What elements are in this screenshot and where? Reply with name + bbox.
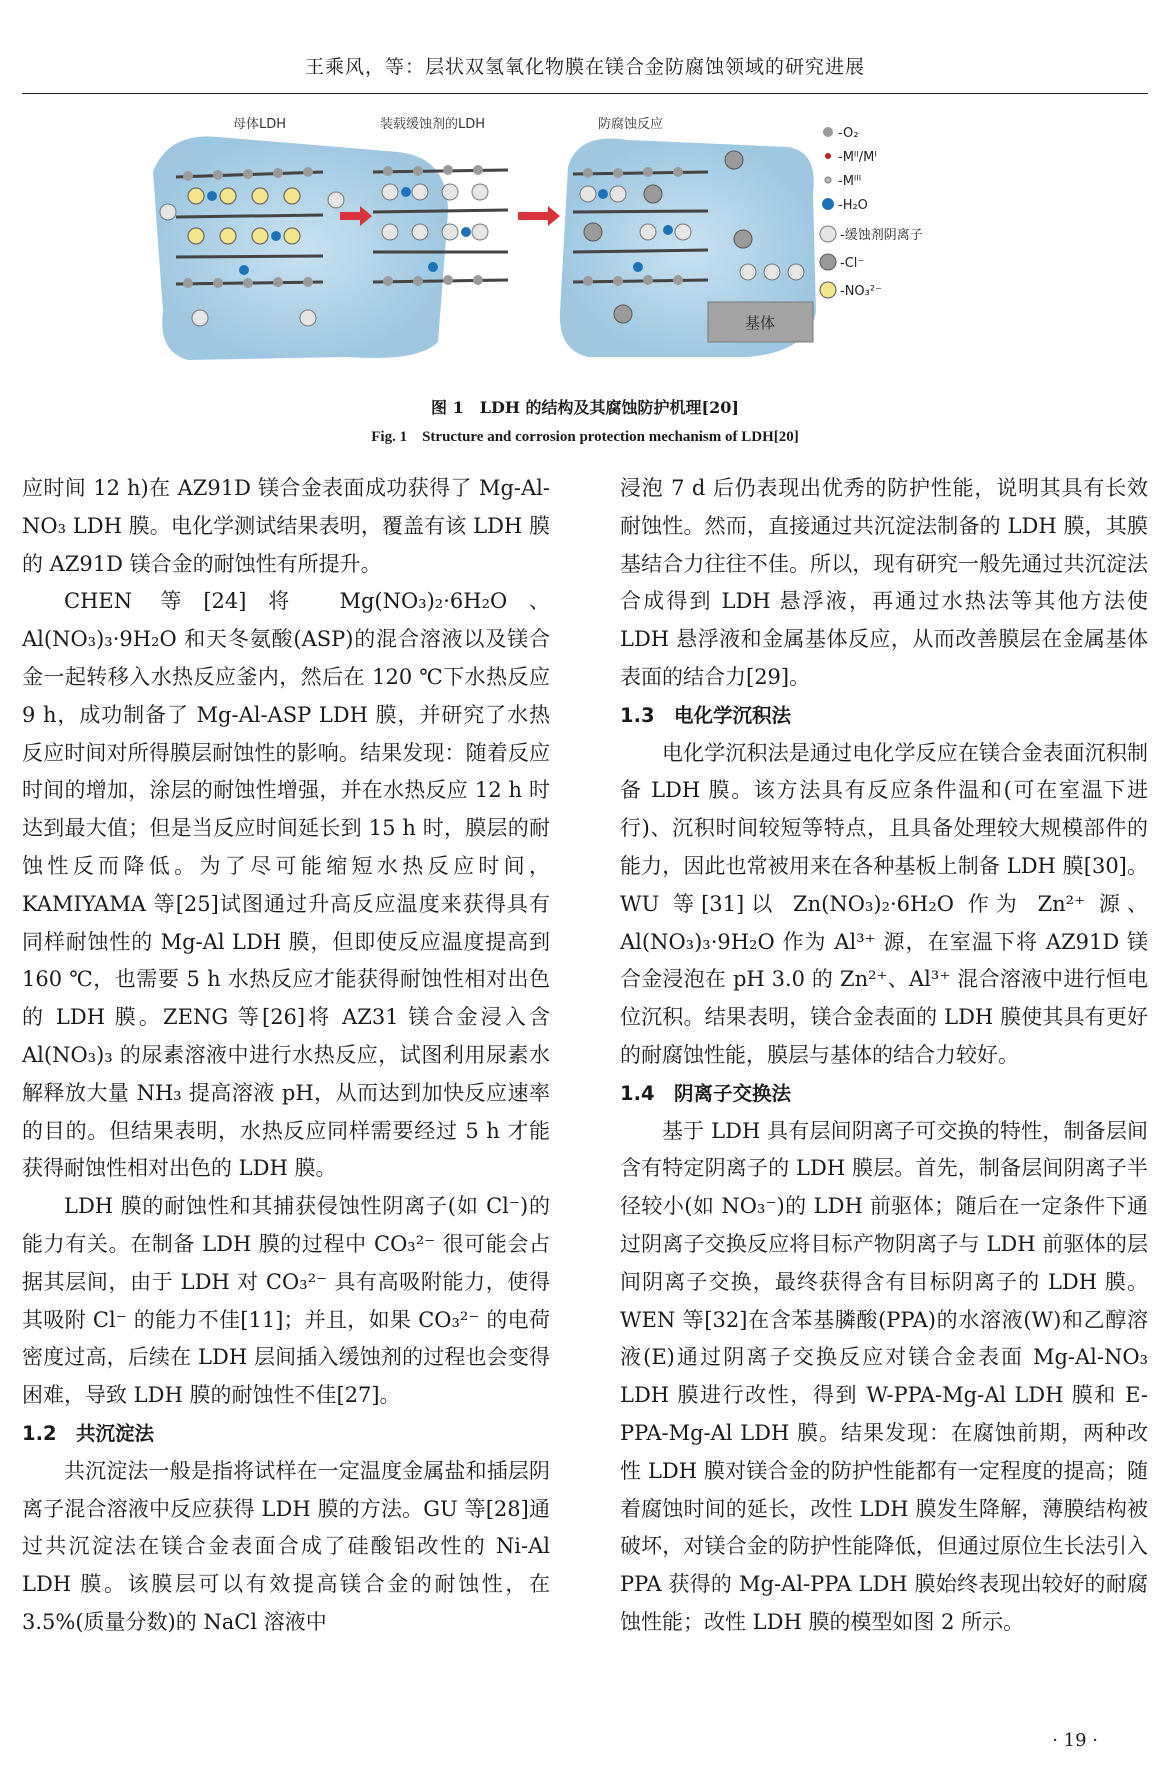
paragraph-anion-exchange: 基于 LDH 具有层间阴离子可交换的特性，制备层间含有特定阴离子的 LDH 膜层。首先，制备层间阴离子半径较小(如 NO₃⁻)的 LDH 前驱体；随后在一定条件下通过阴离子交换反应将目标产物阴离子与 LDH 前驱体的层间阴离子交换，最终获得含有目标阴离子的 LDH 膜。WEN 等[32]在含苯基膦酸(PPA)的水溶液(W)和乙醇溶液(E)通过阴离子交换反应对镁合金表面 Mg-Al-NO₃ LDH 膜进行改性，得到 W-PPA-Mg-Al LDH 膜和 E-PPA-Mg-Al LDH 膜。结果发现：在腐蚀前期，两种改性 LDH 膜对镁合金的防护性能都有一定程度的提高；随着腐蚀时间的延长，改性 LDH 膜发生降解，薄膜结构被破坏，对镁合金的防护性能降低，但通过原位生长法引入 PPA 获得的 Mg-Al-PPA LDH 膜始终表现出较好的耐腐蚀性能；改性 LDH 膜的模型如图 2 所示。 bbox=[620, 1118, 1148, 1634]
stage-label-loaded: 装载缓蚀剂的LDH bbox=[380, 117, 486, 132]
running-header: 王乘风，等：层状双氢氧化物膜在镁合金防腐蚀领域的研究进展 bbox=[304, 56, 865, 78]
right-column bbox=[620, 470, 1148, 1642]
paragraph-coprecipitation: 共沉淀法一般是指将试样在一定温度金属盐和插层阴离子混合溶液中反应获得 LDH 膜的方法。GU 等[28]通过共沉淀法在镁合金表面合成了硅酸铝改性的 Ni-Al LDH 膜。该膜层可以有效提高镁合金的耐蚀性，在 3.5%(质量分数)的 NaCl 溶液中 bbox=[22, 1458, 550, 1634]
paragraph-ldh-anion: LDH 膜的耐蚀性和其捕获侵蚀性阴离子(如 Cl⁻)的能力有关。在制备 LDH 膜的过程中 CO₃²⁻ 很可能会占据其层间，由于 LDH 对 CO₃²⁻ 具有高吸附能力，使得其吸附 Cl⁻ 的能力不佳[11]；并且，如果 CO₃²⁻ 的电荷密度过高，后续在 LDH 层间插入缓蚀剂的过程也会变得困难，导致 LDH 膜的耐蚀性不佳[27]。 bbox=[22, 1194, 550, 1408]
figure-caption-cn: 图 1 LDH 的结构及其腐蚀防护机理[20] bbox=[431, 398, 739, 417]
legend-no3: -NO₃²⁻ bbox=[840, 284, 882, 299]
legend-o2: -O₂ bbox=[838, 126, 859, 141]
substrate-label: 基体 bbox=[744, 314, 776, 332]
left-column bbox=[22, 470, 550, 1642]
header-rule bbox=[22, 93, 1148, 94]
paragraph-cont: 应时间 12 h)在 AZ91D 镁合金表面成功获得了 Mg-Al-NO₃ LDH 膜。电化学测试结果表明，覆盖有该 LDH 膜的 AZ91D 镁合金的耐蚀性有所提升。 bbox=[22, 476, 550, 576]
section-heading-1-3: 1.3 电化学沉积法 bbox=[620, 703, 792, 727]
figure-1 bbox=[148, 112, 1023, 367]
paragraph-coprecipitation-cont: 浸泡 7 d 后仍表现出优秀的防护性能，说明其具有长效耐蚀性。然而，直接通过共沉淀法制备的 LDH 膜，其膜基结合力往往不佳。所以，现有研究一般先通过共沉淀法合成得到 LDH 悬浮液，再通过水热法等其他方法使 LDH 悬浮液和金属基体反应，从而改善膜层在金属基体表面的结合力[29]。 bbox=[620, 476, 1148, 689]
legend-m3: -Mᴵᴵᴵ bbox=[838, 174, 862, 189]
ldh-mechanism-diagram bbox=[148, 112, 1023, 367]
legend-cl: -Cl⁻ bbox=[840, 256, 865, 271]
section-heading-1-4: 1.4 阴离子交换法 bbox=[620, 1081, 792, 1105]
legend-m2-m1: -Mᴵᴵ/Mᴵ bbox=[838, 150, 877, 165]
legend-h2o: -H₂O bbox=[838, 198, 868, 213]
water-region-left bbox=[153, 136, 448, 360]
stage-label-parent: 母体LDH bbox=[233, 117, 287, 132]
legend bbox=[820, 126, 923, 299]
paragraph-electrodeposition: 电化学沉积法是通过电化学反应在镁合金表面沉积制备 LDH 膜。该方法具有反应条件温和(可在室温下进行)、沉积时间较短等特点，且具备处理较大规模部件的能力，因此也常被用来在各种基板上制备 LDH 膜[30]。WU 等[31]以 Zn(NO₃)₂·6H₂O 作为 Zn²⁺ 源、Al(NO₃)₃·9H₂O 作为 Al³⁺ 源，在室温下将 AZ91D 镁合金浸泡在 pH 3.0 的 Zn²⁺、Al³⁺ 混合溶液中进行恒电位沉积。结果表明，镁合金表面的 LDH 膜使其具有更好的耐腐蚀性能，膜层与基体的结合力较好。 bbox=[620, 740, 1148, 1067]
page-number: · 19 · bbox=[1052, 1730, 1098, 1751]
section-heading-1-2: 1.2 共沉淀法 bbox=[22, 1421, 155, 1445]
stage-label-reaction: 防腐蚀反应 bbox=[598, 117, 664, 132]
figure-caption-en: Fig. 1 Structure and corrosion protection mechanism of LDH[20] bbox=[371, 429, 799, 445]
legend-inhibitor: -缓蚀剂阴离子 bbox=[840, 228, 923, 243]
paragraph-chen: CHEN 等[24]将 Mg(NO₃)₂·6H₂O、Al(NO₃)₃·9H₂O 和天冬氨酸(ASP)的混合溶液以及镁合金一起转移入水热反应釜内，然后在 120 ℃下水热反应 9 h，成功制备了 Mg-Al-ASP LDH 膜，并研究了水热反应时间对所得膜层耐蚀性的影响。结果发现：随着反应时间的增加，涂层的耐蚀性增强，并在水热反应 12 h 时达到最大值；但是当反应时间延长到 15 h 时，膜层的耐蚀性反而降低。为了尽可能缩短水热反应时间，KAMIYAMA 等[25]试图通过升高反应温度来获得具有同样耐蚀性的 Mg-Al LDH 膜，但即使反应温度提高到 160 ℃，也需要 5 h 水热反应才能获得耐蚀性相对出色的 LDH 膜。ZENG 等[26]将 AZ31 镁合金浸入含 Al(NO₃)₃ 的尿素溶液中进行水热反应，试图利用尿素水解释放大量 NH₃ 提高溶液 pH，从而达到加快反应速率的目的。但结果表明，水热反应同样需要经过 5 h 才能获得耐蚀性相对出色的 LDH 膜。 bbox=[22, 589, 550, 1181]
